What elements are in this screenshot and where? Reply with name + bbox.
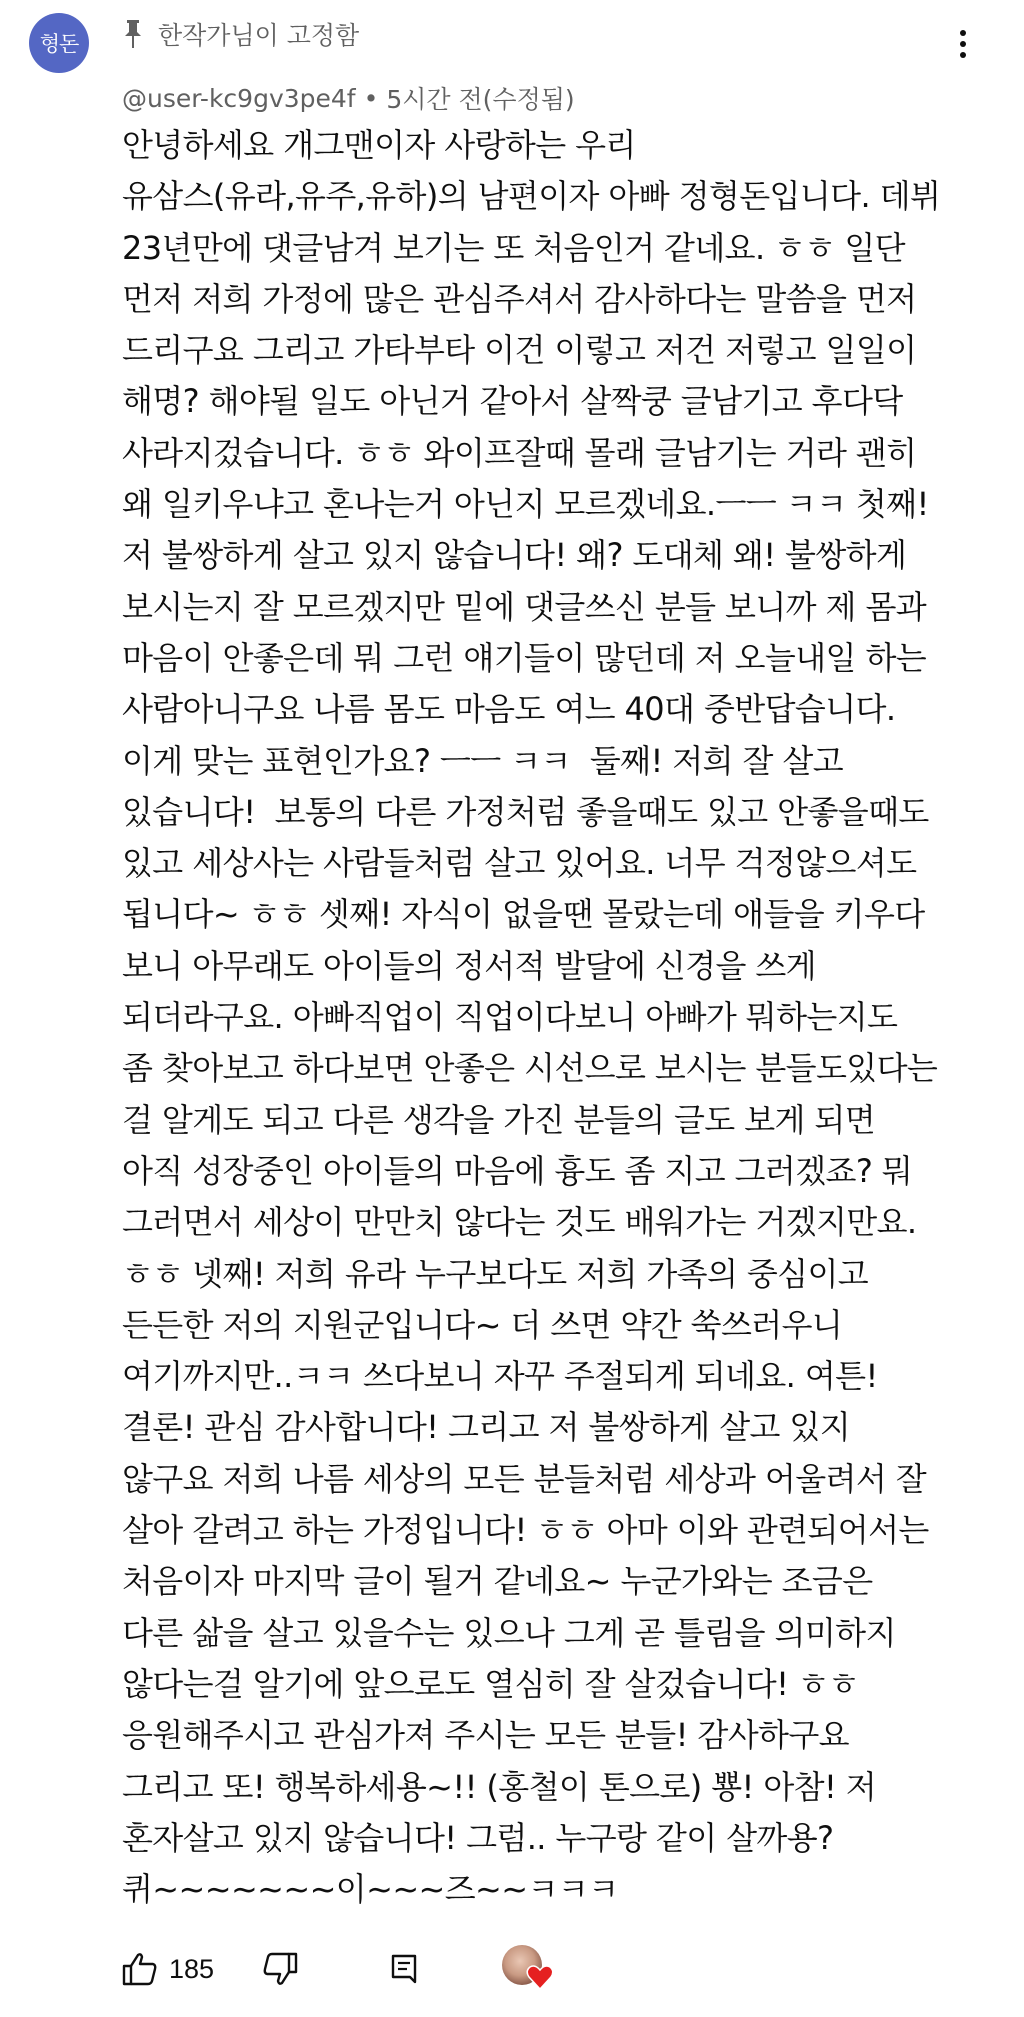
- pinned-label: 한작가님이 고정함: [158, 21, 360, 50]
- reply-button[interactable]: [390, 1945, 418, 1993]
- comment-line: 그리고 또! 행복하세용~!! (홍철이 톤으로) 뿅! 아참! 저: [122, 1767, 877, 1806]
- comment-line: 사람아니구요 나름 몸도 마음도 여느 40대 중반답습니다.: [122, 690, 896, 729]
- comment-line: 됩니다~ ㅎㅎ 셋째! 자식이 없을땐 몰랐는데 애들을 키우다: [122, 895, 925, 934]
- more-vert-icon-dot: [960, 41, 966, 47]
- comment-line: 든든한 저의 지원군입니다~ 더 쓰면 약간 쑥쓰러우니: [122, 1305, 843, 1344]
- comment-actions: [122, 1945, 622, 1993]
- more-options-button[interactable]: [950, 24, 976, 64]
- comment-meta: [122, 80, 575, 116]
- comment-line: 살아 갈려고 하는 가정입니다! ㅎㅎ 아마 이와 관련되어서는: [122, 1511, 929, 1550]
- comment-line: 걸 알게도 되고 다른 생각을 가진 분들의 글도 보게 되면: [122, 1100, 876, 1139]
- comment-line: 처음이자 마지막 글이 될거 같네요~ 누군가와는 조금은: [122, 1562, 873, 1601]
- more-vert-icon-dot: [960, 52, 966, 58]
- comment-line: 마음이 안좋은데 뭐 그런 얘기들이 많던데 저 오늘내일 하는: [122, 638, 927, 677]
- thumbs-up-icon: [122, 1952, 158, 1986]
- comment-line: 보시는지 잘 모르겠지만 밑에 댓글쓰신 분들 보니까 제 몸과: [122, 587, 927, 626]
- comment-line: 여기까지만..ㅋㅋ 쓰다보니 자꾸 주절되게 되네요. 여튼!: [122, 1357, 878, 1396]
- comment-line: 되더라구요. 아빠직업이 직업이다보니 아빠가 뭐하는지도: [122, 998, 898, 1037]
- comment-line: 드리구요 그리고 가타부타 이건 이렇고 저건 저렇고 일일이: [122, 331, 917, 370]
- comment-line: 23년만에 댓글남겨 보기는 또 처음인거 같네요. ㅎㅎ 일단: [122, 228, 905, 267]
- comment-line: 않다는걸 알기에 앞으로도 열심히 잘 살겄습니다! ㅎㅎ: [122, 1664, 859, 1703]
- comment-line: 좀 찾아보고 하다보면 안좋은 시선으로 보시는 분들도있다는: [122, 1049, 938, 1088]
- comment-body: [122, 120, 1002, 1915]
- comment-icon: [390, 1952, 418, 1986]
- comment-line: 않구요 저희 나름 세상의 모든 분들처럼 세상과 어울려서 잘: [122, 1459, 927, 1498]
- comment-line: 있습니다! 보통의 다른 가정처럼 좋을때도 있고 안좋을때도: [122, 792, 929, 831]
- comment-line: 혼자살고 있지 않습니다! 그럼.. 누구랑 같이 살까용?: [122, 1818, 834, 1857]
- comment-timestamp: 5시간 전(수정됨): [386, 85, 575, 114]
- more-vert-icon-dot: [960, 30, 966, 36]
- comment-line: 퀴~~~~~~~이~~~즈~~ㅋㅋㅋ: [122, 1870, 619, 1909]
- comment-line: 아직 성장중인 아이들의 마음에 흉도 좀 지고 그러겠죠? 뭐: [122, 1151, 913, 1190]
- like-count: 185: [169, 1953, 215, 1984]
- meta-separator: •: [363, 83, 379, 113]
- comment-line: 결론! 관심 감사합니다! 그리고 저 불쌍하게 살고 있지: [122, 1408, 851, 1447]
- comment-line: 유삼스(유라,유주,유하)의 남편이자 아빠 정형돈입니다. 데뷔: [122, 177, 941, 216]
- avatar-initials: 형돈: [39, 32, 79, 56]
- comment-line: 왜 일키우냐고 혼나는거 아닌지 모르겠네요.ㅡㅡ ㅋㅋ 첫째!: [122, 485, 929, 524]
- comment-line: 안녕하세요 개그맨이자 사랑하는 우리: [122, 126, 636, 164]
- comment-line: 있고 세상사는 사람들처럼 살고 있어요. 너무 걱정않으셔도: [122, 844, 917, 883]
- dislike-button[interactable]: [262, 1945, 298, 1993]
- comment-line: 해명? 해야될 일도 아닌거 같아서 살짝쿵 글남기고 후다닥: [122, 382, 903, 421]
- comment-line: 그러면서 세상이 만만치 않다는 것도 배워가는 거겠지만요.: [122, 1203, 917, 1242]
- comment-line: 보니 아무래도 아이들의 정서적 발달에 신경을 쓰게: [122, 946, 816, 985]
- comment-line: 다른 삶을 살고 있을수는 있으나 그게 곧 틀림을 의미하지: [122, 1613, 896, 1652]
- comment-line: 저 불쌍하게 살고 있지 않습니다! 왜? 도대체 왜! 불쌍하게: [122, 536, 907, 575]
- thumbs-down-icon: [262, 1952, 298, 1986]
- author-avatar[interactable]: [29, 13, 89, 73]
- pin-icon: [122, 19, 144, 49]
- comment-line: 사라지겄습니다. ㅎㅎ 와이프잘때 몰래 글남기는 거라 괜히: [122, 433, 917, 472]
- comment-line: ㅎㅎ 넷째! 저희 유라 누구보다도 저희 가족의 중심이고: [122, 1254, 869, 1293]
- pinned-indicator: [122, 16, 359, 52]
- comment-line: 응원해주시고 관심가져 주시는 모든 분들! 감사하구요: [122, 1716, 849, 1755]
- comment-line: 먼저 저희 가정에 많은 관심주셔서 감사하다는 말씀을 먼저: [122, 279, 917, 318]
- author-handle[interactable]: @user-kc9gv3pe4f: [122, 83, 356, 113]
- creator-heart-badge: [502, 1945, 554, 1993]
- comment-line: 이게 맞는 표현인가요? ㅡㅡ ㅋㅋ 둘째! 저희 잘 살고: [122, 741, 844, 780]
- like-button[interactable]: [122, 1945, 214, 1993]
- creator-heart-icon: [526, 1963, 554, 1991]
